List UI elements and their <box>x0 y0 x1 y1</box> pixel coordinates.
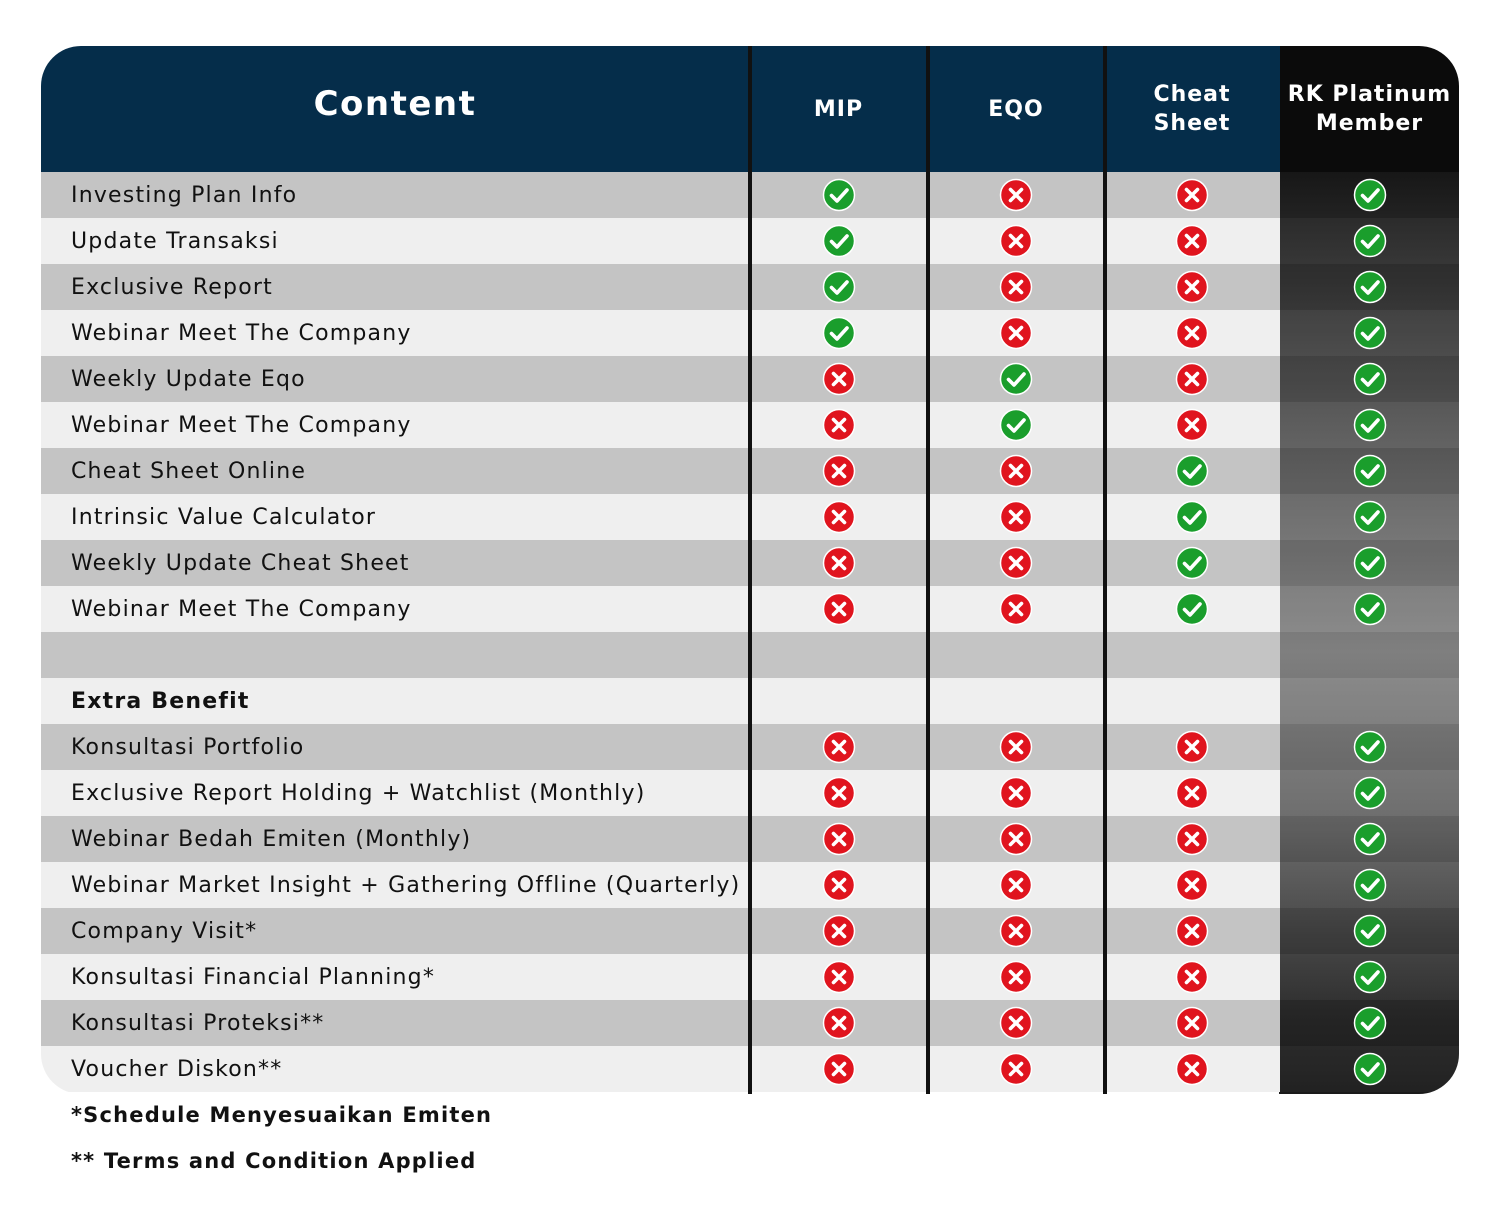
cross-icon <box>999 500 1033 534</box>
cross-icon <box>1175 730 1209 764</box>
row-label: Cheat Sheet Online <box>41 448 749 494</box>
cell-cheat-sheet <box>1104 862 1280 908</box>
check-icon <box>1175 592 1209 626</box>
row-label: Intrinsic Value Calculator <box>41 494 749 540</box>
cross-icon <box>822 362 856 396</box>
check-icon <box>1353 408 1387 442</box>
cell-cheat-sheet <box>1104 264 1280 310</box>
row-label: Webinar Meet The Company <box>41 402 749 448</box>
cell-mip <box>749 586 928 632</box>
cross-icon <box>822 546 856 580</box>
cell-eqo <box>928 356 1104 402</box>
cross-icon <box>1175 178 1209 212</box>
cell-eqo <box>928 862 1104 908</box>
row-label: Webinar Meet The Company <box>41 586 749 632</box>
cross-icon <box>999 960 1033 994</box>
check-icon <box>1353 822 1387 856</box>
cell-eqo <box>928 678 1104 724</box>
cross-icon <box>999 1052 1033 1086</box>
cross-icon <box>999 270 1033 304</box>
cell-mip <box>749 632 928 678</box>
cell-rk-platinum <box>1280 356 1459 402</box>
header-plat-line2: Member <box>1315 111 1424 136</box>
cell-mip <box>749 770 928 816</box>
cross-icon <box>999 914 1033 948</box>
cell-cheat-sheet <box>1104 540 1280 586</box>
cell-rk-platinum <box>1280 678 1459 724</box>
check-icon <box>1353 914 1387 948</box>
cell-rk-platinum <box>1280 908 1459 954</box>
cross-icon <box>1175 822 1209 856</box>
check-icon <box>1175 546 1209 580</box>
cell-rk-platinum <box>1280 264 1459 310</box>
cell-cheat-sheet <box>1104 356 1280 402</box>
check-icon <box>1353 730 1387 764</box>
row-label: Webinar Market Insight + Gathering Offline (Quarterly) <box>41 862 749 908</box>
row-label: Konsultasi Proteksi** <box>41 1000 749 1046</box>
cross-icon <box>1175 316 1209 350</box>
cell-mip <box>749 724 928 770</box>
cell-rk-platinum <box>1280 586 1459 632</box>
cell-eqo <box>928 540 1104 586</box>
cell-mip <box>749 356 928 402</box>
cell-mip <box>749 1046 928 1092</box>
header-mip: MIP <box>749 46 928 172</box>
cross-icon <box>1175 914 1209 948</box>
cell-rk-platinum <box>1280 1046 1459 1092</box>
row-label: Company Visit* <box>41 908 749 954</box>
cell-eqo <box>928 770 1104 816</box>
cross-icon <box>822 454 856 488</box>
cell-mip <box>749 172 928 218</box>
cell-cheat-sheet <box>1104 586 1280 632</box>
header-content: Content <box>41 46 749 172</box>
cell-eqo <box>928 586 1104 632</box>
row-label: Webinar Bedah Emiten (Monthly) <box>41 816 749 862</box>
check-icon <box>1353 454 1387 488</box>
cell-mip <box>749 862 928 908</box>
cross-icon <box>999 776 1033 810</box>
column-divider <box>926 46 930 1094</box>
check-icon <box>1353 178 1387 212</box>
cell-cheat-sheet <box>1104 172 1280 218</box>
cell-rk-platinum <box>1280 448 1459 494</box>
cell-mip <box>749 264 928 310</box>
check-icon <box>822 316 856 350</box>
cell-mip <box>749 310 928 356</box>
cell-mip <box>749 908 928 954</box>
cross-icon <box>822 500 856 534</box>
cell-eqo <box>928 954 1104 1000</box>
cell-rk-platinum <box>1280 632 1459 678</box>
footnote-terms: ** Terms and Condition Applied <box>71 1149 477 1173</box>
cross-icon <box>1175 960 1209 994</box>
cross-icon <box>999 592 1033 626</box>
cell-cheat-sheet <box>1104 816 1280 862</box>
cell-eqo <box>928 218 1104 264</box>
header-rk-platinum <box>1280 46 1459 172</box>
cell-mip <box>749 402 928 448</box>
cell-mip <box>749 816 928 862</box>
cross-icon <box>822 1006 856 1040</box>
check-icon <box>1353 592 1387 626</box>
cross-icon <box>822 960 856 994</box>
check-icon <box>1353 546 1387 580</box>
cell-eqo <box>928 908 1104 954</box>
check-icon <box>1175 454 1209 488</box>
cell-cheat-sheet <box>1104 494 1280 540</box>
row-label: Konsultasi Financial Planning* <box>41 954 749 1000</box>
cell-eqo <box>928 310 1104 356</box>
check-icon <box>822 224 856 258</box>
cell-rk-platinum <box>1280 724 1459 770</box>
cell-cheat-sheet <box>1104 448 1280 494</box>
column-divider <box>748 46 752 1094</box>
row-label: Weekly Update Eqo <box>41 356 749 402</box>
check-icon <box>822 178 856 212</box>
cross-icon <box>822 776 856 810</box>
cell-mip <box>749 218 928 264</box>
check-icon <box>1353 224 1387 258</box>
cross-icon <box>999 1006 1033 1040</box>
cell-cheat-sheet <box>1104 632 1280 678</box>
cross-icon <box>822 914 856 948</box>
check-icon <box>1353 362 1387 396</box>
row-label: Weekly Update Cheat Sheet <box>41 540 749 586</box>
row-label: Exclusive Report Holding + Watchlist (Monthly) <box>41 770 749 816</box>
header-eqo: EQO <box>928 46 1104 172</box>
cell-eqo <box>928 172 1104 218</box>
cell-rk-platinum <box>1280 540 1459 586</box>
check-icon <box>1353 776 1387 810</box>
cross-icon <box>999 454 1033 488</box>
header-plat-line1: RK Platinum <box>1287 82 1452 107</box>
cell-rk-platinum <box>1280 954 1459 1000</box>
cell-cheat-sheet <box>1104 1000 1280 1046</box>
check-icon <box>1353 868 1387 902</box>
cell-eqo <box>928 264 1104 310</box>
row-label: Update Transaksi <box>41 218 749 264</box>
cell-cheat-sheet <box>1104 1046 1280 1092</box>
cross-icon <box>999 546 1033 580</box>
cross-icon <box>1175 1006 1209 1040</box>
cell-mip <box>749 448 928 494</box>
cell-rk-platinum <box>1280 1000 1459 1046</box>
cell-cheat-sheet <box>1104 908 1280 954</box>
cell-rk-platinum <box>1280 172 1459 218</box>
cross-icon <box>1175 1052 1209 1086</box>
cell-eqo <box>928 1046 1104 1092</box>
cell-eqo <box>928 632 1104 678</box>
cross-icon <box>822 592 856 626</box>
cross-icon <box>999 178 1033 212</box>
check-icon <box>1353 1052 1387 1086</box>
cross-icon <box>999 730 1033 764</box>
cross-icon <box>822 1052 856 1086</box>
cross-icon <box>999 868 1033 902</box>
row-label: Exclusive Report <box>41 264 749 310</box>
cell-mip <box>749 954 928 1000</box>
cross-icon <box>822 730 856 764</box>
comparison-table <box>41 46 1459 1094</box>
cell-eqo <box>928 494 1104 540</box>
cross-icon <box>822 822 856 856</box>
check-icon <box>1353 316 1387 350</box>
cell-rk-platinum <box>1280 862 1459 908</box>
cross-icon <box>1175 362 1209 396</box>
cross-icon <box>1175 776 1209 810</box>
cell-eqo <box>928 816 1104 862</box>
header-cheat-sheet <box>1104 46 1280 172</box>
cross-icon <box>1175 270 1209 304</box>
cell-rk-platinum <box>1280 218 1459 264</box>
column-divider <box>1103 46 1107 1094</box>
cell-mip <box>749 1000 928 1046</box>
row-label: Voucher Diskon** <box>41 1046 749 1092</box>
row-label: Investing Plan Info <box>41 172 749 218</box>
cell-mip <box>749 678 928 724</box>
row-label <box>41 632 749 678</box>
cell-rk-platinum <box>1280 402 1459 448</box>
cell-rk-platinum <box>1280 310 1459 356</box>
check-icon <box>1353 1006 1387 1040</box>
cell-eqo <box>928 1000 1104 1046</box>
check-icon <box>999 362 1033 396</box>
cell-cheat-sheet <box>1104 402 1280 448</box>
cross-icon <box>822 868 856 902</box>
cross-icon <box>1175 408 1209 442</box>
cell-rk-platinum <box>1280 770 1459 816</box>
cross-icon <box>999 224 1033 258</box>
cell-cheat-sheet <box>1104 954 1280 1000</box>
cell-cheat-sheet <box>1104 678 1280 724</box>
cross-icon <box>1175 868 1209 902</box>
check-icon <box>1175 500 1209 534</box>
cell-mip <box>749 494 928 540</box>
cell-rk-platinum <box>1280 816 1459 862</box>
check-icon <box>1353 960 1387 994</box>
cell-eqo <box>928 724 1104 770</box>
cell-cheat-sheet <box>1104 724 1280 770</box>
check-icon <box>1353 270 1387 304</box>
cell-cheat-sheet <box>1104 770 1280 816</box>
cross-icon <box>822 408 856 442</box>
check-icon <box>1353 500 1387 534</box>
cell-cheat-sheet <box>1104 218 1280 264</box>
cell-eqo <box>928 448 1104 494</box>
cross-icon <box>1175 224 1209 258</box>
cross-icon <box>999 316 1033 350</box>
cell-cheat-sheet <box>1104 310 1280 356</box>
header-cheat-line1: Cheat <box>1153 82 1231 107</box>
cell-mip <box>749 540 928 586</box>
cell-eqo <box>928 402 1104 448</box>
section-heading: Extra Benefit <box>41 678 749 724</box>
cross-icon <box>999 822 1033 856</box>
row-label: Webinar Meet The Company <box>41 310 749 356</box>
check-icon <box>999 408 1033 442</box>
check-icon <box>822 270 856 304</box>
row-label: Konsultasi Portfolio <box>41 724 749 770</box>
cell-rk-platinum <box>1280 494 1459 540</box>
header-cheat-line2: Sheet <box>1153 111 1231 136</box>
footnote-schedule: *Schedule Menyesuaikan Emiten <box>71 1103 493 1127</box>
